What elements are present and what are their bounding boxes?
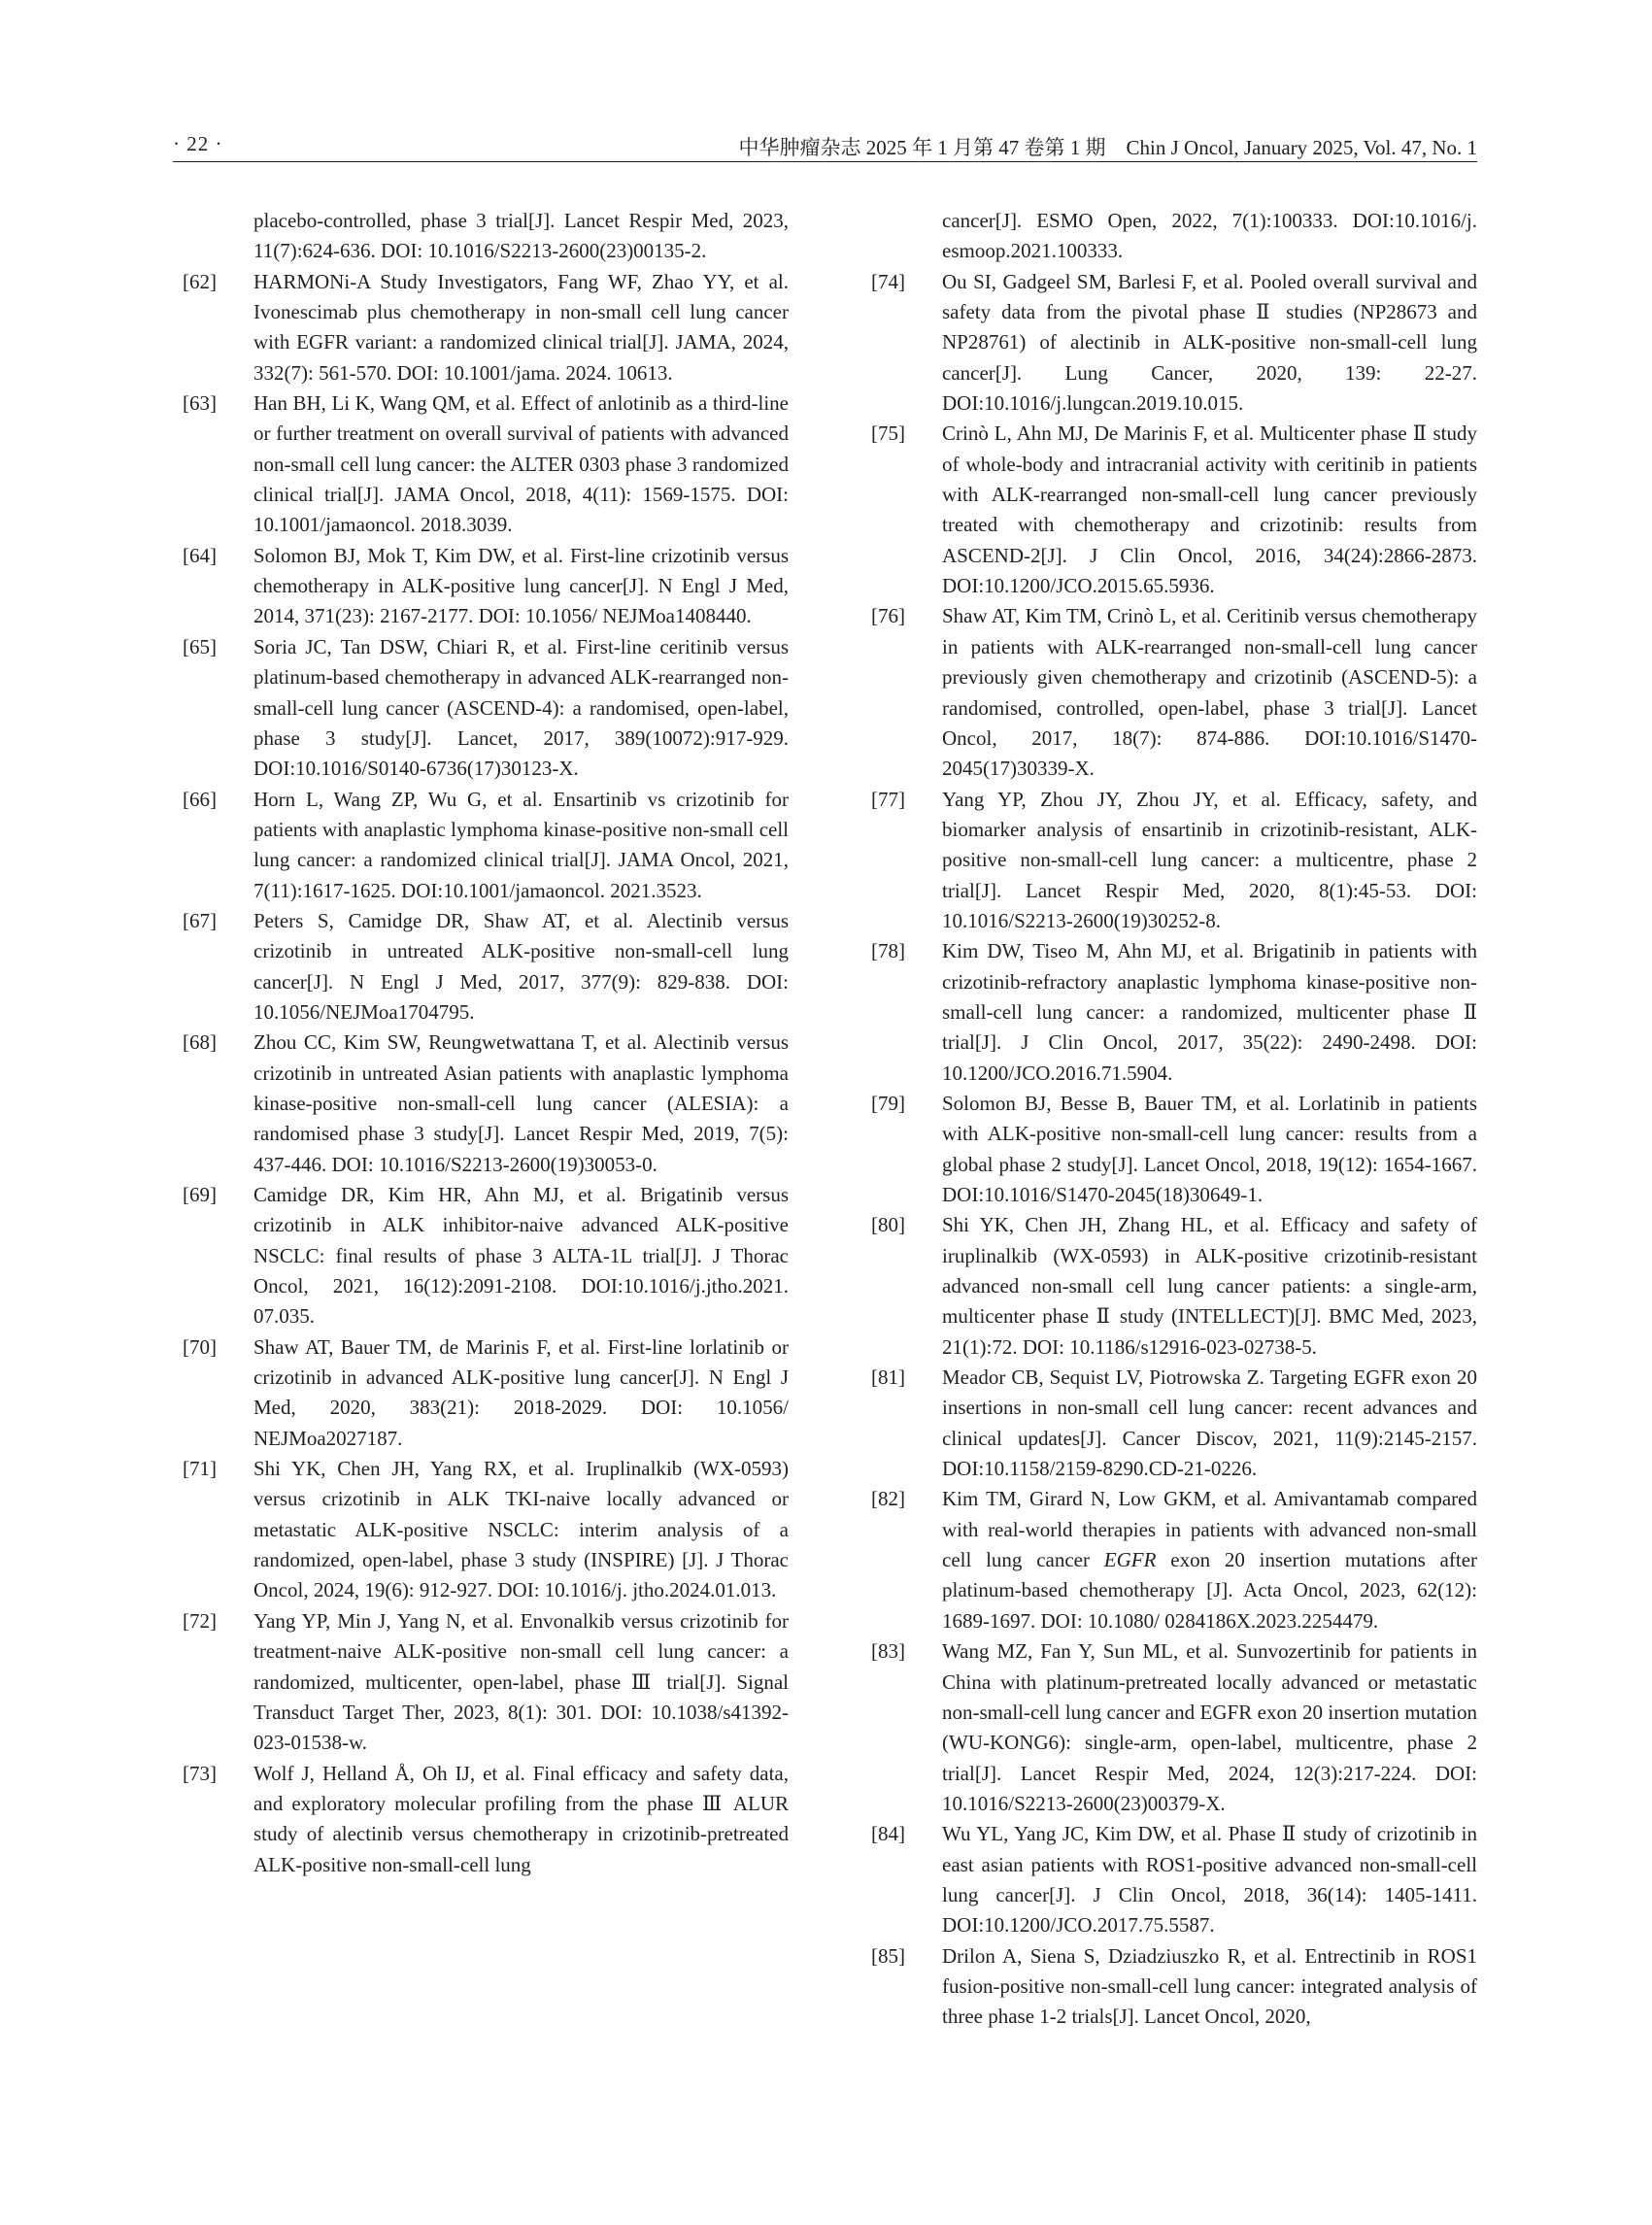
reference-70 — [183, 1332, 789, 1454]
right-column — [871, 206, 1477, 2033]
reference-text: Shaw AT, Kim TM, Crinò L, et al. Ceritinib versus chemotherapy in patients with ALK-rearranged non-small-cell lung cancer previously given chemotherapy and crizotinib (ASCEND-5): a randomised, controlled, open-label, phase 3 trial[J]. Lancet Oncol, 2017, 18(7): 874-886. DOI:10.1016/S1470-2045(17)30339-X. — [942, 604, 1477, 781]
reference-68 — [183, 1028, 789, 1180]
reference-text: Horn L, Wang ZP, Wu G, et al. Ensartinib vs crizotinib for patients with anaplastic lymphoma kinase-positive non-small cell lung cancer: a randomized clinical trial[J]. JAMA Oncol, 2021, 7(11):1617-1625. DOI:10.1001/jamaoncol. 2021.3523. — [253, 787, 789, 902]
reference-number: [71] — [183, 1457, 217, 1481]
reference-text: Kim DW, Tiseo M, Ahn MJ, et al. Brigatinib in patients with crizotinib-refractory anaplastic lymphoma kinase-positive non-small-cell lung cancer: a randomized, multicenter phase Ⅱ trial[J]. J Clin Oncol, 2017, 35(22): 2490-2498. DOI: 10.1200/JCO.2016.71.5904. — [942, 939, 1477, 1085]
reference-text: Wu YL, Yang JC, Kim DW, et al. Phase Ⅱ study of crizotinib in east asian patients with ROS1-positive advanced non-small-cell lung cancer[J]. J Clin Oncol, 2018, 36(14): 1405-1411. DOI:10.1200/JCO.2017.75.5587. — [942, 1822, 1477, 1938]
reference-74 — [871, 267, 1477, 420]
reference-number: [82] — [871, 1487, 905, 1511]
reference-71 — [183, 1454, 789, 1606]
reference-text: Shi YK, Chen JH, Yang RX, et al. Iruplinalkib (WX-0593) versus crizotinib in ALK TKI-naive locally advanced or metastatic ALK-positive NSCLC: interim analysis of a randomized, open-label, phase 3 study (INSPIRE) [J]. J Thorac Oncol, 2024, 19(6): 912-927. DOI: 10.1016/j. jtho.2024.01.013. — [253, 1457, 789, 1602]
reference-text: Yang YP, Zhou JY, Zhou JY, et al. Efficacy, safety, and biomarker analysis of ensartinib in crizotinib-resistant, ALK-positive non-small-cell lung cancer: a multicentre, phase 2 trial[J]. Lancet Respir Med, 2020, 8(1):45-53. DOI: 10.1016/S2213-2600(19)30252-8. — [942, 787, 1477, 932]
reference-number: [74] — [871, 269, 905, 293]
reference-continued: cancer[J]. ESMO Open, 2022, 7(1):100333. DOI:10.1016/j. esmoop.2021.100333. — [942, 209, 1477, 263]
reference-62 — [183, 267, 789, 388]
reference-number: [85] — [871, 1943, 905, 1968]
reference-number: [70] — [183, 1334, 217, 1359]
reference-number: [67] — [183, 908, 217, 932]
reference-73 — [183, 1759, 789, 1880]
reference-number: [66] — [183, 787, 217, 811]
reference-number: [84] — [871, 1822, 905, 1846]
reference-63 — [183, 388, 789, 541]
reference-84 — [871, 1819, 1477, 1940]
reference-number: [79] — [871, 1091, 905, 1115]
reference-78 — [871, 936, 1477, 1089]
reference-number: [78] — [871, 939, 905, 963]
header-rule — [173, 161, 1477, 162]
reference-number: [64] — [183, 543, 217, 567]
reference-number: [68] — [183, 1030, 217, 1055]
gene-name-italic: EGFR — [1103, 1548, 1157, 1572]
reference-72 — [183, 1606, 789, 1759]
reference-67 — [183, 906, 789, 1028]
reference-number: [62] — [183, 269, 217, 293]
reference-80 — [871, 1210, 1477, 1363]
reference-text: Soria JC, Tan DSW, Chiari R, et al. First-line ceritinib versus platinum-based chemotherapy in advanced ALK-rearranged non-small-cell lung cancer (ASCEND-4): a randomised, open-label, phase 3 study[J]. Lancet, 2017, 389(10072):917-929. DOI:10.1016/S0140-6736(17)30123-X. — [253, 634, 789, 781]
reference-continued: placebo-controlled, phase 3 trial[J]. Lancet Respir Med, 2023, 11(7):624-636. DOI: 10.1016/S2213-2600(23)00135-2. — [253, 209, 789, 263]
reference-82 — [871, 1484, 1477, 1636]
reference-number: [73] — [183, 1761, 217, 1785]
reference-66 — [183, 785, 789, 906]
reference-number: [63] — [183, 391, 217, 416]
reference-text: Shi YK, Chen JH, Zhang HL, et al. Efficacy and safety of iruplinalkib (WX-0593) in ALK-positive crizotinib-resistant advanced non-small cell lung cancer patients: a single-arm, multicenter phase Ⅱ study (INTELLECT)[J]. BMC Med, 2023, 21(1):72. DOI: 10.1186/s12916-023-02738-5. — [942, 1213, 1477, 1359]
reference-text: Meador CB, Sequist LV, Piotrowska Z. Targeting EGFR exon 20 insertions in non-small cell lung cancer: recent advances and clinical updates[J]. Cancer Discov, 2021, 11(9):2145-2157. DOI:10.1158/2159-8290.CD-21-0226. — [942, 1365, 1477, 1481]
reference-number: [72] — [183, 1608, 217, 1633]
reference-text: Wolf J, Helland Å, Oh IJ, et al. Final efficacy and safety data, and exploratory molecular profiling from the phase Ⅲ ALUR study of alectinib versus chemotherapy in crizotinib-pretreated ALK-positive non-small-cell lung — [253, 1761, 789, 1876]
reference-81 — [871, 1363, 1477, 1484]
reference-65 — [183, 632, 789, 785]
reference-number: [80] — [871, 1213, 905, 1237]
reference-text: exon 20 insertion mutations after platinum-based chemotherapy [J]. Acta Oncol, 2023, 62(12): 1689-1697. DOI: 10.1080/ 0284186X.2023.2254479. — [942, 1548, 1478, 1633]
left-column — [183, 206, 789, 1880]
journal-header: 中华肿瘤杂志 2025 年 1 月第 47 卷第 1 期 Chin J Oncol, January 2025, Vol. 47, No. 1 — [738, 136, 1477, 159]
reference-number: [75] — [871, 421, 905, 446]
reference-text: Peters S, Camidge DR, Shaw AT, et al. Alectinib versus crizotinib in untreated ALK-positive non-small-cell lung cancer[J]. N Engl J Med, 2017, 377(9): 829-838. DOI: 10.1056/NEJMoa1704795. — [253, 908, 789, 1024]
reference-64 — [183, 541, 789, 632]
reference-79 — [871, 1089, 1477, 1210]
reference-text: Shaw AT, Bauer TM, de Marinis F, et al. First-line lorlatinib or crizotinib in advanced ALK-positive lung cancer[J]. N Engl J Med, 2020, 383(21): 2018-2029. DOI: 10.1056/ NEJMoa2027187. — [253, 1334, 789, 1450]
reference-number: [77] — [871, 787, 905, 811]
reference-85 — [871, 1941, 1477, 2033]
reference-text: Solomon BJ, Besse B, Bauer TM, et al. Lorlatinib in patients with ALK-positive non-small-cell lung cancer: results from a global phase 2 study[J]. Lancet Oncol, 2018, 19(12): 1654-1667. DOI:10.1016/S1470-2045(18)30649-1. — [942, 1091, 1477, 1206]
reference-text: Camidge DR, Kim HR, Ahn MJ, et al. Brigatinib versus crizotinib in ALK inhibitor-naive advanced ALK-positive NSCLC: final results of phase 3 ALTA-1L trial[J]. J Thorac Oncol, 2021, 16(12):2091-2108. DOI:10.1016/j.jtho.2021. 07.035. — [253, 1183, 789, 1329]
reference-number: [69] — [183, 1183, 217, 1206]
reference-83 — [871, 1636, 1477, 1819]
reference-76 — [871, 601, 1477, 784]
reference-number: [65] — [183, 634, 217, 658]
reference-number: [83] — [871, 1639, 905, 1664]
running-header — [173, 132, 1477, 163]
reference-text: HARMONi-A Study Investigators, Fang WF, Zhao YY, et al. Ivonescimab plus chemotherapy in non-small cell lung cancer with EGFR variant: a randomized clinical trial[J]. JAMA, 2024, 332(7): 561-570. DOI: 10.1001/jama. 2024. 10613. — [253, 269, 789, 385]
reference-75 — [871, 419, 1477, 601]
reference-number: [81] — [871, 1365, 905, 1390]
reference-text: Yang YP, Min J, Yang N, et al. Envonalkib versus crizotinib for treatment-naive ALK-positive non-small cell lung cancer: a randomized, multicenter, open-label, phase Ⅲ trial[J]. Signal Transduct Target Ther, 2023, 8(1): 301. DOI: 10.1038/s41392-023-01538-w. — [253, 1608, 789, 1755]
reference-text: Wang MZ, Fan Y, Sun ML, et al. Sunvozertinib for patients in China with platinum-pretreated locally advanced or metastatic non-small-cell lung cancer and EGFR exon 20 insertion mutation (WU-KONG6): single-arm, open-label, multicentre, phase 2 trial[J]. Lancet Respir Med, 2024, 12(3):217-224. DOI: 10.1016/S2213-2600(23)00379-X. — [942, 1639, 1477, 1815]
reference-69 — [183, 1180, 789, 1332]
reference-77 — [871, 785, 1477, 937]
reference-text: Solomon BJ, Mok T, Kim DW, et al. First-line crizotinib versus chemotherapy in ALK-positive lung cancer[J]. N Engl J Med, 2014, 371(23): 2167-2177. DOI: 10.1056/ NEJMoa1408440. — [253, 543, 789, 628]
reference-text: Han BH, Li K, Wang QM, et al. Effect of anlotinib as a third-line or further treatment on overall survival of patients with advanced non-small cell lung cancer: the ALTER 0303 phase 3 randomized clinical trial[J]. JAMA Oncol, 2018, 4(11): 1569-1575. DOI: 10.1001/jamaoncol. 2018.3039. — [253, 391, 789, 537]
reference-text: Drilon A, Siena S, Dziadziuszko R, et al. Entrectinib in ROS1 fusion-positive non-small-cell lung cancer: integrated analysis of three phase 1-2 trials[J]. Lancet Oncol, 2020, — [942, 1943, 1477, 2029]
reference-text: Crinò L, Ahn MJ, De Marinis F, et al. Multicenter phase Ⅱ study of whole-body and intracranial activity with ceritinib in patients with ALK-rearranged non-small-cell lung cancer previously treated with chemotherapy and crizotinib: results from ASCEND-2[J]. J Clin Oncol, 2016, 34(24):2866-2873. DOI:10.1200/JCO.2015.65.5936. — [942, 421, 1477, 598]
page-number: · 22 · — [173, 132, 223, 155]
reference-text: Zhou CC, Kim SW, Reungwetwattana T, et al. Alectinib versus crizotinib in untreated Asian patients with anaplastic lymphoma kinase-positive non-small-cell lung cancer (ALESIA): a randomised phase 3 study[J]. Lancet Respir Med, 2019, 7(5): 437-446. DOI: 10.1016/S2213-2600(19)30053-0. — [253, 1030, 789, 1176]
reference-text: Ou SI, Gadgeel SM, Barlesi F, et al. Pooled overall survival and safety data from the pivotal phase Ⅱ studies (NP28673 and NP28761) of alectinib in ALK-positive non-small-cell lung cancer[J]. Lung Cancer, 2020, 139: 22-27. DOI:10.1016/j.lungcan.2019.10.015. — [942, 269, 1477, 416]
reference-number: [76] — [871, 604, 905, 628]
reference-text: Kim TM, Girard N, Low GKM, et al. Amivantamab compared with real-world therapies in patients with advanced non-small cell lung cancer — [942, 1487, 1477, 1572]
